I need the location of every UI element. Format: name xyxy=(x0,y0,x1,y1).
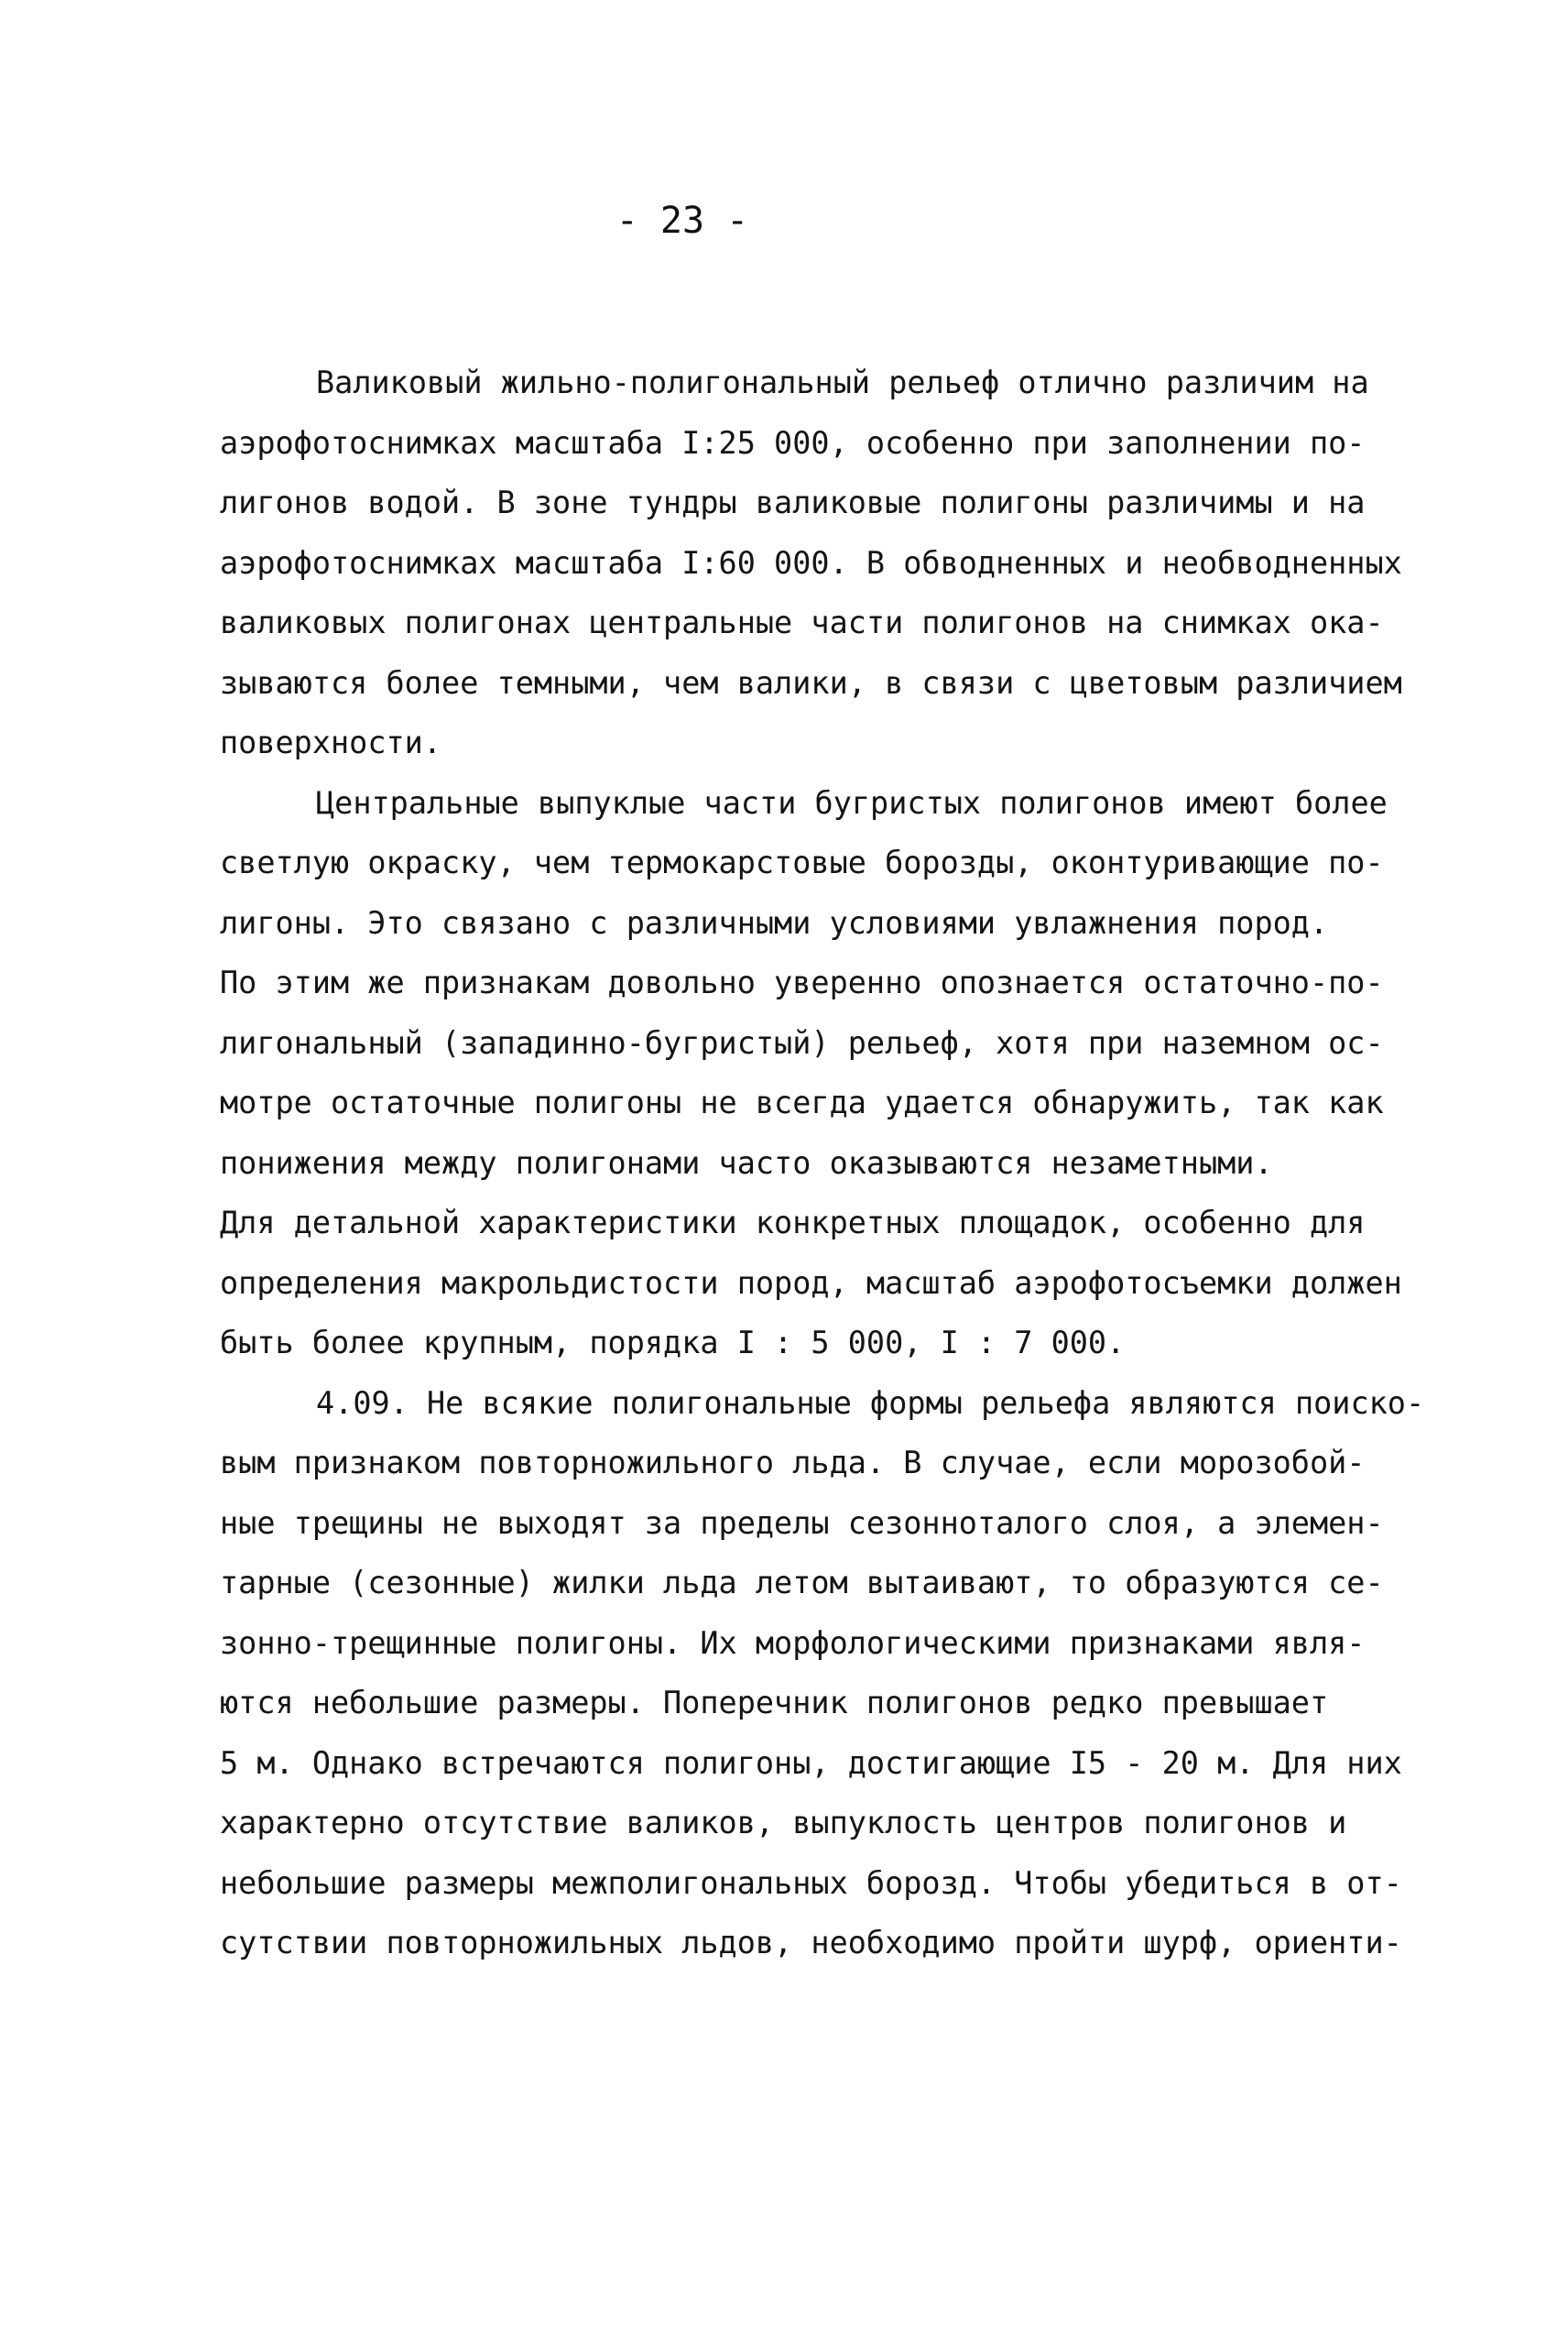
text-line: По этим же признакам довольно уверенно опознается остаточно-по- xyxy=(220,965,1384,1000)
text-line: светлую окраску, чем термокарстовые борозды, оконтуривающие по- xyxy=(220,845,1384,880)
text-line: понижения между полигонами часто оказываются незаметными. xyxy=(220,1144,1273,1181)
text-line: Для детальной характеристики конкретных площадок, особенно для xyxy=(220,1205,1366,1240)
text-line: аэрофотоснимках масштаба I:25 000, особенно при заполнении по- xyxy=(220,424,1366,461)
text-line: аэрофотоснимках масштаба I:60 000. В обводненных и необводненных xyxy=(220,544,1402,581)
text-line: зываются более темными, чем валики, в связи с цветовым различием xyxy=(220,664,1402,701)
text-line: тарные (сезонные) жилки льда летом вытаивают, то образуются се- xyxy=(220,1565,1384,1600)
text-line: зонно-трещинные полигоны. Их морфологическими признаками явля- xyxy=(220,1624,1366,1661)
text-line: 4.09. Не всякие полигональные формы рельефа являются поиско- xyxy=(316,1384,1425,1421)
text-line: поверхности. xyxy=(220,725,442,760)
text-line: ные трещины не выходят за пределы сезонноталого слоя, а элемен- xyxy=(220,1504,1384,1541)
text-line: характерно отсутствие валиков, выпуклость центров полигонов и xyxy=(220,1805,1347,1840)
text-line: лигонов водой. В зоне тундры валиковые полигоны различимы и на xyxy=(220,485,1366,520)
text-line: Центральные выпуклые части бугристых полигонов имеют более xyxy=(316,784,1388,821)
text-line: небольшие размеры межполигональных борозд. Чтобы убедиться в от- xyxy=(220,1864,1402,1901)
page-number: - 23 - xyxy=(615,200,749,242)
body-text xyxy=(220,353,1425,1973)
text-line: 5 м. Однако встречаются полигоны, достигающие I5 - 20 м. Для них xyxy=(220,1744,1402,1781)
text-line: лигональный (западинно-бугристый) рельеф, хотя при наземном ос- xyxy=(220,1024,1384,1061)
text-line: Валиковый жильно-полигональный рельеф отлично различим на xyxy=(316,365,1369,400)
text-line: вым признаком повторножильного льда. В случае, если морозобой- xyxy=(220,1445,1366,1480)
text-line: сутствии повторножильных льдов, необходимо пройти шурф, ориенти- xyxy=(220,1925,1402,1960)
text-line: мотре остаточные полигоны не всегда удается обнаружить, так как xyxy=(220,1085,1384,1120)
text-line: быть более крупным, порядка I : 5 000, I : 7 000. xyxy=(220,1325,1126,1360)
text-line: валиковых полигонах центральные части полигонов на снимках ока- xyxy=(220,605,1384,640)
text-line: лигоны. Это связано с различными условиями увлажнения пород. xyxy=(220,904,1329,941)
text-line: определения макрольдистости пород, масштаб аэрофотосъемки должен xyxy=(220,1264,1402,1301)
text-line: ются небольшие размеры. Поперечник полигонов редко превышает xyxy=(220,1685,1329,1720)
